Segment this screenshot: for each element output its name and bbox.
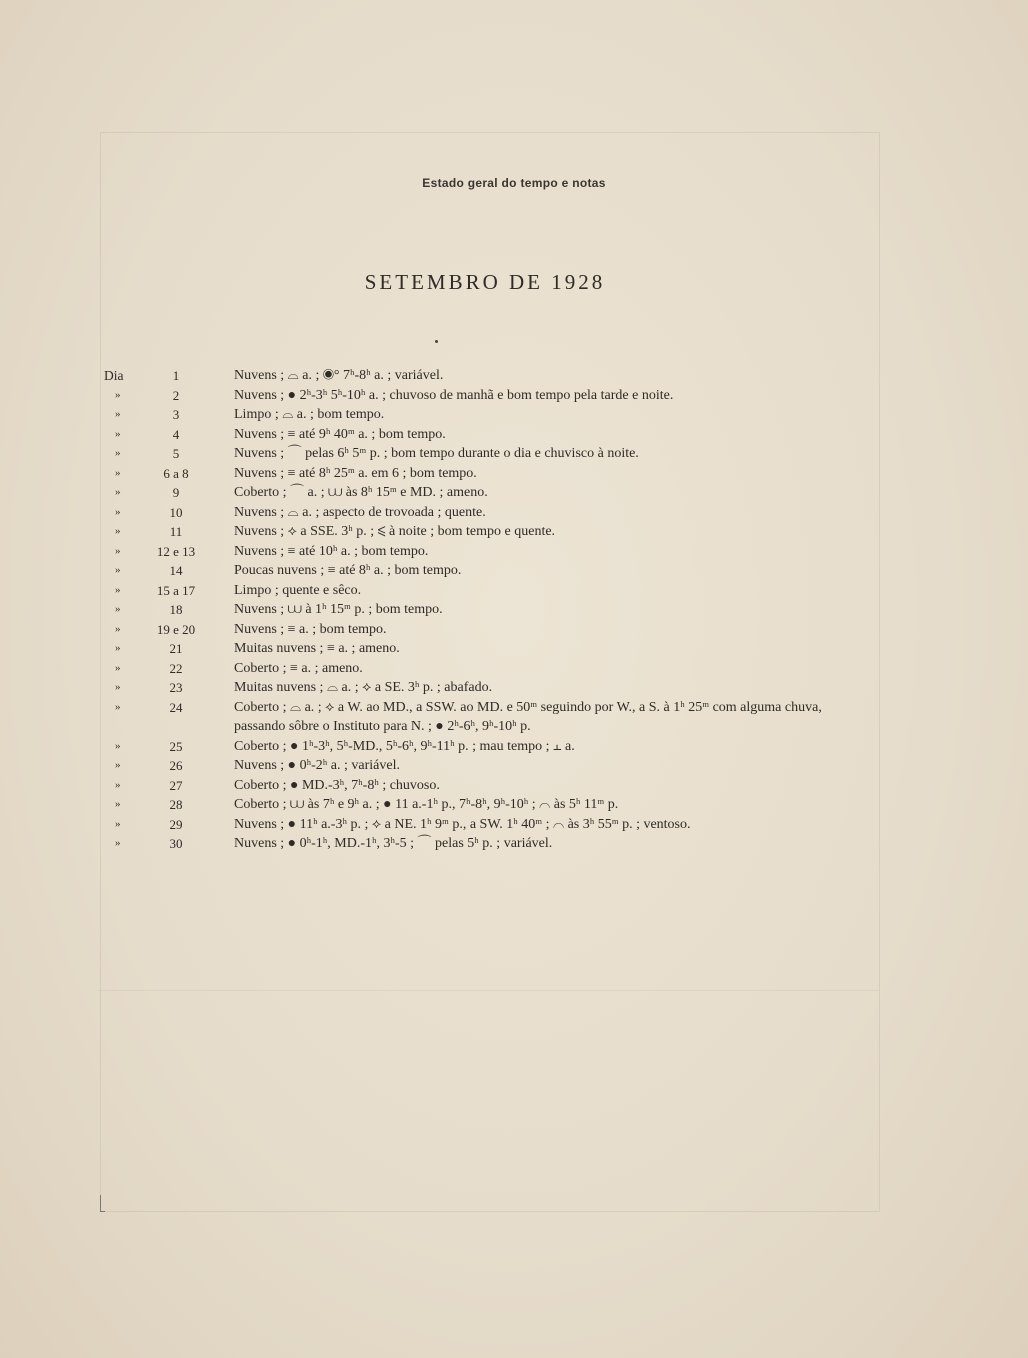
table-row [0, 542, 1028, 562]
weather-note: Nuvens ; ≡ até 10ʰ a. ; bom tempo. [234, 543, 429, 559]
weather-note: Nuvens ; ⩊ à 1ʰ 15ᵐ p. ; bom tempo. [234, 602, 443, 617]
day-number: 6 a 8 [163, 465, 189, 481]
ditto-mark: » [115, 427, 121, 440]
ditto-mark: » [115, 759, 121, 771]
ditto-mark: » [115, 661, 121, 674]
weather-note: Coberto ; ⌓ a. ; ⟡ a W. ao MD., a SSW. ao MD. e 50ᵐ seguindo por W., a S. à 1ʰ 25ᵐ com alguma chuva, passando sôbre o Instituto para N. ; ● 2ʰ-6ʰ, 9ʰ-10ʰ p. [234, 699, 822, 734]
weather-note: Nuvens ; ● 0ʰ-2ʰ a. ; variável. [234, 758, 400, 773]
ditto-mark: » [115, 486, 121, 498]
day-number: 4 [172, 426, 180, 442]
ditto-mark: » [115, 739, 121, 752]
day-number: 18 [169, 602, 183, 617]
weather-note: Muitas nuvens ; ⌓ a. ; ⟡ a SE. 3ʰ p. ; abafado. [234, 680, 493, 695]
weather-note: Coberto ; ≡ a. ; ameno. [234, 660, 363, 676]
ditto-mark: » [115, 778, 121, 791]
dia-label: Dia [104, 368, 124, 383]
weather-note: Coberto ; ⩊ às 7ʰ e 9ʰ a. ; ● 11 a.-1ʰ p., 7ʰ-8ʰ, 9ʰ-10ʰ ; ⌒ às 5ʰ 11ᵐ p. [234, 797, 619, 812]
weather-note: Limpo ; ⌓ a. ; bom tempo. [234, 407, 385, 422]
weather-note: Nuvens ; ⌓ a. ; aspecto de trovoada ; quente. [234, 504, 486, 520]
corner-mark [100, 1195, 105, 1212]
ditto-mark: » [115, 583, 121, 596]
weather-note: Nuvens ; ⌓ a. ; ◉° 7ʰ-8ʰ a. ; variável. [234, 368, 444, 383]
ornament-dot [435, 340, 438, 343]
table-row [0, 600, 1028, 620]
running-header: Estado geral do tempo e notas [422, 176, 606, 190]
weather-note: Nuvens ; ⟡ a SSE. 3ʰ p. ; ⩽ à noite ; bom tempo e quente. [234, 524, 556, 539]
table-row [0, 756, 1028, 776]
ditto-mark: » [115, 798, 121, 810]
day-number: 27 [169, 777, 183, 793]
day-number: 21 [169, 641, 183, 656]
day-number: 29 [169, 816, 183, 832]
day-number: 23 [169, 680, 183, 695]
weather-note: Nuvens ; ⌒ pelas 6ʰ 5ᵐ p. ; bom tempo durante o dia e chuvisco à noite. [234, 446, 639, 461]
table-row [0, 503, 1028, 523]
weather-table [0, 366, 1028, 854]
table-row [0, 581, 1028, 601]
ditto-mark: » [115, 603, 121, 615]
page-frame-lower [98, 990, 878, 1211]
ditto-mark: » [115, 544, 121, 557]
page-title: SETEMBRO DE 1928 [364, 270, 606, 294]
ditto-mark: » [115, 817, 121, 830]
day-number: 15 a 17 [156, 582, 196, 598]
weather-note: Nuvens ; ● 0ʰ-1ʰ, MD.-1ʰ, 3ʰ-5 ; ⌒ pelas 5ʰ p. ; variável. [234, 836, 553, 851]
day-number: 22 [169, 660, 183, 676]
table-row [0, 815, 1028, 835]
ditto-mark: » [115, 681, 121, 693]
ditto-mark: » [115, 525, 121, 537]
day-number: 28 [169, 797, 183, 812]
weather-note: Poucas nuvens ; ≡ até 8ʰ a. ; bom tempo. [234, 563, 462, 578]
day-number: 3 [172, 407, 180, 422]
ditto-mark: » [115, 388, 121, 401]
table-row [0, 522, 1028, 542]
table-row [0, 834, 1028, 854]
weather-note: Coberto ; ⌒ a. ; ⩊ às 8ʰ 15ᵐ e MD. ; ameno. [234, 485, 488, 500]
table-row [0, 483, 1028, 503]
table-row [0, 795, 1028, 815]
day-number: 26 [169, 758, 183, 773]
table-row [0, 776, 1028, 796]
day-number: 5 [172, 446, 180, 461]
ditto-mark: » [115, 837, 121, 849]
table-row [0, 405, 1028, 425]
ditto-mark: » [115, 408, 121, 420]
weather-note: Coberto ; ● 1ʰ-3ʰ, 5ʰ-MD., 5ʰ-6ʰ, 9ʰ-11ʰ p. ; mau tempo ; ⫠ a. [234, 738, 575, 754]
table-row [0, 386, 1028, 406]
table-row [0, 698, 1028, 737]
ditto-mark: » [115, 447, 121, 459]
day-number: 24 [169, 699, 183, 715]
ditto-mark: » [115, 622, 121, 635]
day-number: 10 [169, 504, 183, 520]
weather-note: Nuvens ; ≡ até 8ʰ 25ᵐ a. em 6 ; bom tempo. [234, 465, 477, 481]
day-number: 25 [169, 738, 183, 754]
day-number: 1 [172, 368, 180, 383]
table-row [0, 678, 1028, 698]
ditto-mark: » [115, 642, 121, 654]
weather-note: Nuvens ; ● 11ʰ a.-3ʰ p. ; ⟡ a NE. 1ʰ 9ᵐ p., a SW. 1ʰ 40ᵐ ; ⌒ às 3ʰ 55ᵐ p. ; ventoso. [234, 816, 691, 832]
table-row [0, 425, 1028, 445]
day-number: 12 e 13 [156, 543, 196, 559]
day-number: 30 [169, 836, 183, 851]
ditto-mark: » [115, 505, 121, 518]
ditto-mark: » [115, 564, 121, 576]
weather-note: Limpo ; quente e sêco. [234, 582, 362, 598]
weather-note: Nuvens ; ≡ até 9ʰ 40ᵐ a. ; bom tempo. [234, 426, 446, 442]
table-row [0, 464, 1028, 484]
ditto-mark: » [115, 466, 121, 479]
table-row [0, 561, 1028, 581]
table-row [0, 366, 1028, 386]
day-number: 9 [172, 485, 180, 500]
weather-note: Nuvens ; ● 2ʰ-3ʰ 5ʰ-10ʰ a. ; chuvoso de manhã e bom tempo pela tarde e noite. [234, 387, 674, 403]
ditto-mark: » [115, 700, 121, 713]
table-row [0, 659, 1028, 679]
table-row [0, 620, 1028, 640]
table-row [0, 444, 1028, 464]
day-number: 11 [169, 524, 183, 539]
day-number: 14 [169, 563, 183, 578]
table-row [0, 639, 1028, 659]
day-number: 19 e 20 [156, 621, 196, 637]
day-number: 2 [172, 387, 180, 403]
table-row [0, 737, 1028, 757]
weather-note: Nuvens ; ≡ a. ; bom tempo. [234, 621, 387, 637]
weather-note: Coberto ; ● MD.-3ʰ, 7ʰ-8ʰ ; chuvoso. [234, 777, 440, 793]
weather-note: Muitas nuvens ; ≡ a. ; ameno. [234, 641, 400, 656]
